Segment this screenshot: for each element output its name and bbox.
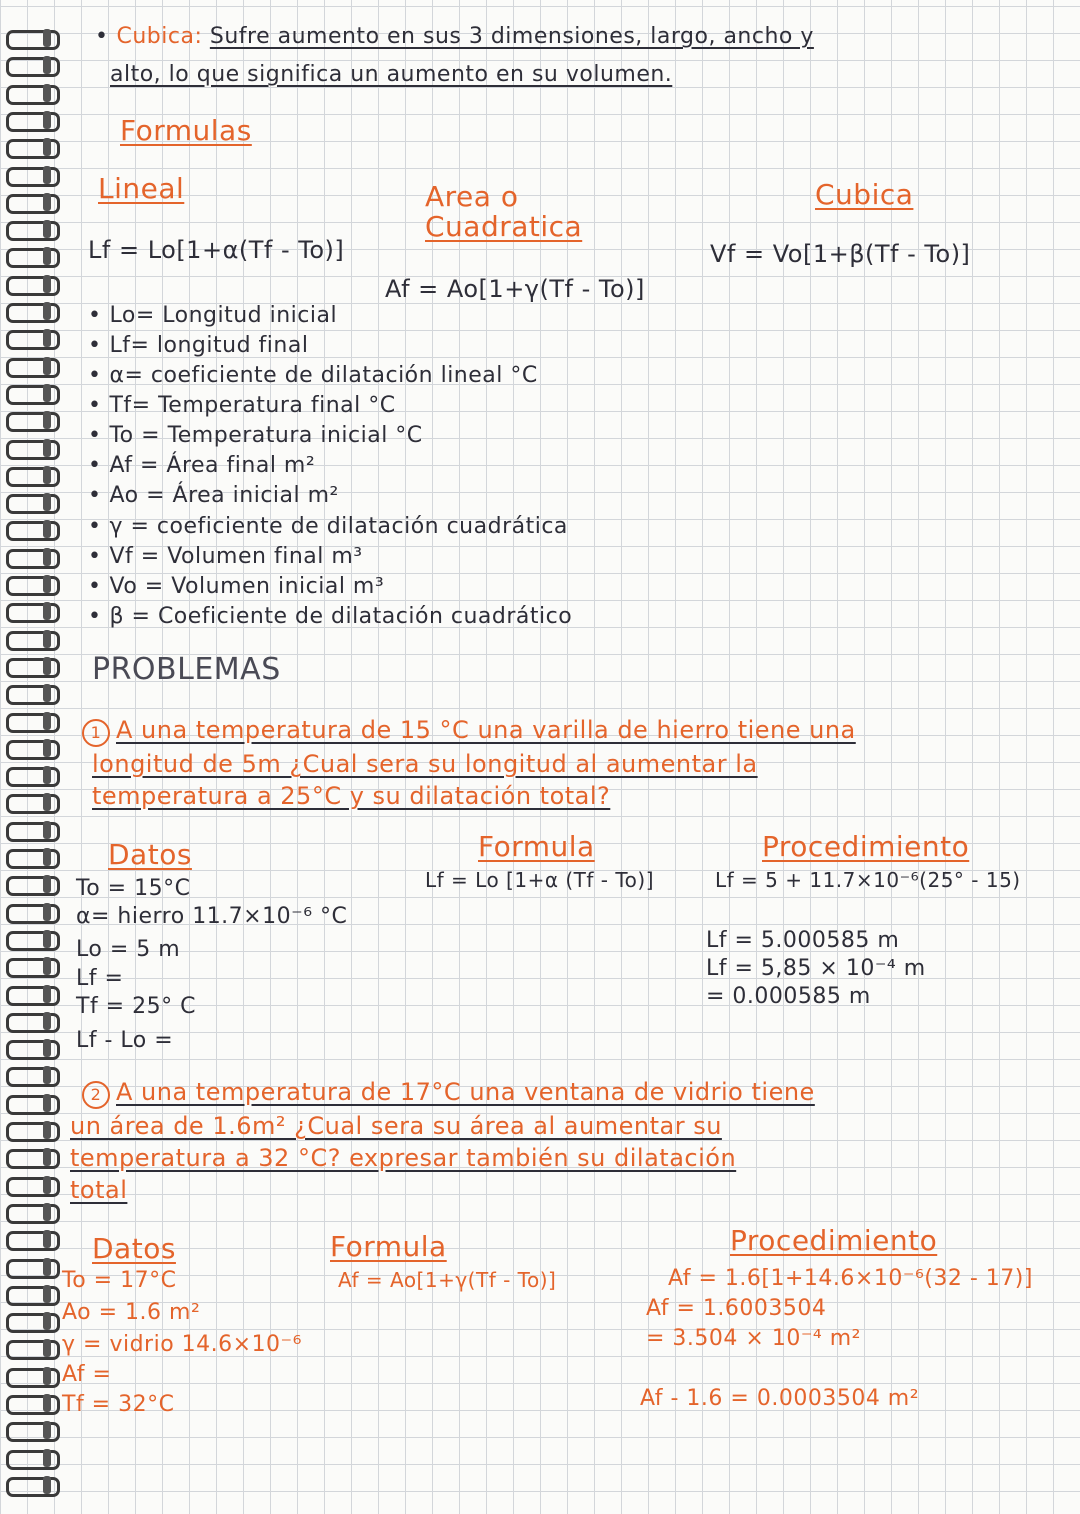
spiral-ring <box>6 549 60 569</box>
spiral-ring <box>6 1313 60 1333</box>
problem-1-datos-title: Datos <box>108 838 192 871</box>
problem-2-dato: To = 17°C <box>62 1268 177 1293</box>
spiral-ring <box>6 494 60 514</box>
formulas-title: Formulas <box>120 114 252 147</box>
spiral-ring <box>6 794 60 814</box>
problem-1-procedure-step: Lf = 5 + 11.7×10⁻⁶(25° - 15) <box>715 868 1021 892</box>
spiral-ring <box>6 1177 60 1197</box>
problem-2-formula: Af = Ao[1+γ(Tf - To)] <box>338 1268 557 1292</box>
definition-item: • Af = Área final m² <box>88 453 315 478</box>
spiral-ring <box>6 986 60 1006</box>
spiral-ring <box>6 521 60 541</box>
problem-2-statement-line-3: temperatura a 32 °C? expresar también su dilatación <box>70 1144 737 1172</box>
problem-1-statement-line-2: longitud de 5m ¿Cual sera su longitud al aumentar la <box>92 750 758 778</box>
cubica-title: Cubica <box>815 178 914 211</box>
spiral-ring <box>6 330 60 350</box>
problem-1-dato: Lf - Lo = <box>76 1028 174 1053</box>
spiral-binding <box>0 0 60 1514</box>
problem-1-dato: α= hierro 11.7×10⁻⁶ °C <box>76 904 348 929</box>
cubica-equation: Vf = Vo[1+β(Tf - To)] <box>710 240 971 268</box>
problem-1-formula-title: Formula <box>478 830 595 863</box>
problem-2-result: Af - 1.6 = 0.0003504 m² <box>640 1386 920 1411</box>
problem-2-procedure-step: Af = 1.6[1+14.6×10⁻⁶(32 - 17)] <box>668 1266 1033 1291</box>
intro-line-1 <box>95 24 814 49</box>
spiral-ring <box>6 248 60 268</box>
definition-item: • Lf= longitud final <box>88 333 308 358</box>
problem-2-statement-line-1 <box>82 1078 815 1109</box>
spiral-ring <box>6 1204 60 1224</box>
cubica-heading: Cubica: <box>116 24 203 49</box>
spiral-ring <box>6 1477 60 1497</box>
spiral-ring <box>6 1122 60 1142</box>
spiral-ring <box>6 822 60 842</box>
problemas-title: PROBLEMAS <box>92 652 281 687</box>
spiral-ring <box>6 412 60 432</box>
spiral-ring <box>6 85 60 105</box>
spiral-ring <box>6 713 60 733</box>
problem-1-dato: Lf = <box>76 966 124 991</box>
problem-2-datos-title: Datos <box>92 1232 176 1265</box>
spiral-ring <box>6 440 60 460</box>
spiral-ring <box>6 194 60 214</box>
lineal-title: Lineal <box>98 172 185 205</box>
spiral-ring <box>6 276 60 296</box>
spiral-ring <box>6 876 60 896</box>
intro-text-1: Sufre aumento en sus 3 dimensiones, largo, ancho y <box>209 24 814 49</box>
definition-item: • α= coeficiente de dilatación lineal °C <box>88 363 538 388</box>
spiral-ring <box>6 1013 60 1033</box>
spiral-ring <box>6 167 60 187</box>
problem-2-result: Af = 1.6003504 <box>646 1296 827 1321</box>
definition-item: • Vo = Volumen inicial m³ <box>88 574 384 599</box>
spiral-ring <box>6 1040 60 1060</box>
problem-2-procedimiento-title: Procedimiento <box>730 1224 938 1257</box>
spiral-ring <box>6 57 60 77</box>
problem-1-statement-line-3: temperatura a 25°C y su dilatación total? <box>92 782 611 810</box>
problem-2-dato: Ao = 1.6 m² <box>62 1300 201 1325</box>
problem-2-result: = 3.504 × 10⁻⁴ m² <box>646 1326 861 1351</box>
spiral-ring <box>6 904 60 924</box>
spiral-ring <box>6 385 60 405</box>
problem-1-formula: Lf = Lo [1+α (Tf - To)] <box>425 868 655 892</box>
problem-1-dato: To = 15°C <box>76 876 191 901</box>
spiral-ring <box>6 849 60 869</box>
spiral-ring <box>6 1286 60 1306</box>
definition-item: • γ = coeficiente de dilatación cuadrática <box>88 514 568 539</box>
spiral-ring <box>6 112 60 132</box>
spiral-ring <box>6 1340 60 1360</box>
spiral-ring <box>6 603 60 623</box>
spiral-ring <box>6 931 60 951</box>
intro-line-2: alto, lo que significa un aumento en su volumen. <box>110 62 673 87</box>
spiral-ring <box>6 631 60 651</box>
spiral-ring <box>6 1231 60 1251</box>
problem-1-number: 1 <box>82 719 110 747</box>
area-equation: Af = Ao[1+γ(Tf - To)] <box>385 275 645 303</box>
spiral-ring <box>6 1149 60 1169</box>
problem-2-statement-line-4: total <box>70 1176 128 1204</box>
spiral-ring <box>6 221 60 241</box>
spiral-ring <box>6 467 60 487</box>
problem-2-dato: γ = vidrio 14.6×10⁻⁶ <box>62 1332 302 1357</box>
problem-1-statement-line-1 <box>82 716 856 747</box>
problem-2-formula-title: Formula <box>330 1230 447 1263</box>
spiral-ring <box>6 1422 60 1442</box>
problem-1-procedimiento-title: Procedimiento <box>762 830 970 863</box>
lineal-equation: Lf = Lo[1+α(Tf - To)] <box>88 236 345 264</box>
spiral-ring <box>6 1095 60 1115</box>
definition-item: • Ao = Área inicial m² <box>88 483 339 508</box>
area-title-2: Cuadratica <box>425 210 583 243</box>
spiral-ring <box>6 576 60 596</box>
problem-2-statement-line-2: un área de 1.6m² ¿Cual sera su área al aumentar su <box>70 1112 722 1140</box>
problem-1-dato: Tf = 25° C <box>76 994 196 1019</box>
area-title-1: Area o <box>425 180 519 213</box>
spiral-ring <box>6 1067 60 1087</box>
problem-1-text-1: A una temperatura de 15 °C una varilla de hierro tiene una <box>116 716 856 744</box>
spiral-ring <box>6 303 60 323</box>
problem-2-dato: Af = <box>62 1362 112 1387</box>
definition-item: • Lo= Longitud inicial <box>88 303 337 328</box>
spiral-ring <box>6 658 60 678</box>
spiral-ring <box>6 358 60 378</box>
definition-item: • Tf= Temperatura final °C <box>88 393 396 418</box>
spiral-ring <box>6 1395 60 1415</box>
spiral-ring <box>6 685 60 705</box>
problem-1-dato: Lo = 5 m <box>76 937 181 962</box>
problem-1-result: Lf = 5,85 × 10⁻⁴ m <box>706 956 926 981</box>
spiral-ring <box>6 139 60 159</box>
definition-item: • β = Coeficiente de dilatación cuadrático <box>88 604 572 629</box>
definition-item: • To = Temperatura inicial °C <box>88 423 423 448</box>
spiral-ring <box>6 1450 60 1470</box>
problem-2-number: 2 <box>82 1081 110 1109</box>
problem-2-text-1: A una temperatura de 17°C una ventana de vidrio tiene <box>116 1078 815 1106</box>
spiral-ring <box>6 767 60 787</box>
spiral-ring <box>6 30 60 50</box>
spiral-ring <box>6 1368 60 1388</box>
spiral-ring <box>6 1259 60 1279</box>
spiral-ring <box>6 958 60 978</box>
spiral-ring <box>6 740 60 760</box>
problem-1-result: = 0.000585 m <box>706 984 871 1009</box>
problem-2-dato: Tf = 32°C <box>62 1392 175 1417</box>
problem-1-result: Lf = 5.000585 m <box>706 928 900 953</box>
definition-item: • Vf = Volumen final m³ <box>88 544 363 569</box>
